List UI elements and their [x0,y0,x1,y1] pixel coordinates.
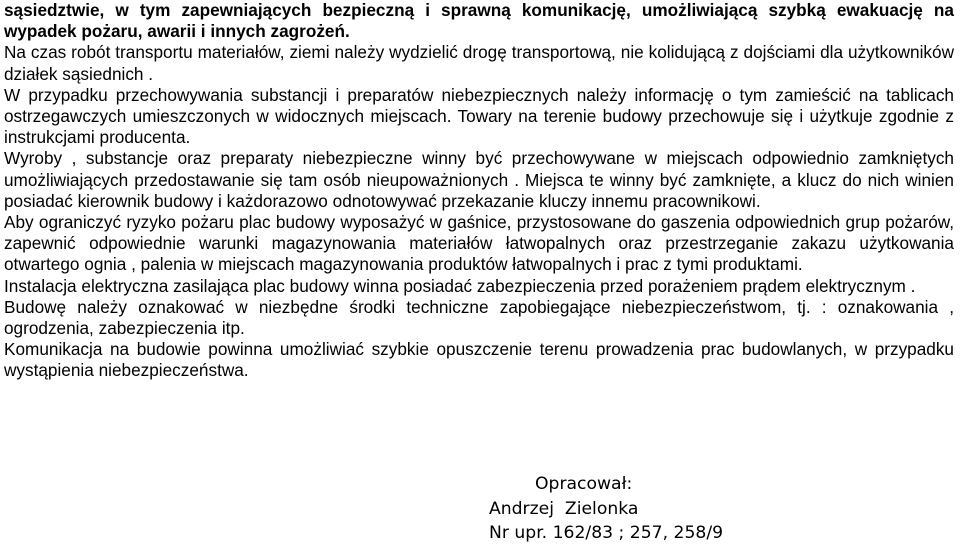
paragraph-fire-risk: Aby ograniczyć ryzyko pożaru plac budowy wyposażyć w gaśnice, przystosowane do gaszenia odpowiednich grup pożarów, zapewnić odpowiednie warunki magazynowania materiałów łatwopalnych oraz przestrzeganie zakazu użytkowania otwartego ognia , palenia w miejscach magazynowania produktów łatwopalnych i prac z tymi produktami. [4,212,954,275]
paragraph-storage: Wyroby , substancje oraz preparaty niebezpieczne winny być przechowywane w miejscach odpowiednio zamkniętych umożliwiających przedostawanie się tam osób nieupoważnionych . Miejsca te winny być zamknięte, a klucz do nich winien posiadać kierownik budowy i każdorazowo odnotowywać przekazanie kluczy innemu pracownikowi. [4,148,954,211]
paragraph-electrical: Instalacja elektryczna zasilająca plac budowy winna posiadać zabezpieczenia przed porażeniem prądem elektrycznym . [4,275,916,296]
signature-block [489,472,723,546]
paragraph-hazardous-substances: W przypadku przechowywania substancji i preparatów niebezpiecznych należy informację o tym zamieścić na tablicach ostrzegawczych umieszczonych w widocznych miejscach. Towary na terenie budowy przechowuje się i użytkuje zgodnie z instrukcjami producenta. [4,84,954,148]
license-number: Nr upr. 162/83 ; 257, 258/9 [489,523,724,543]
paragraph-signage: Budowę należy oznakować w niezbędne środki techniczne zapobiegające niebezpieczeństwom, tj. : oznakowania , ogrodzenia, zabezpieczenia itp. [4,296,954,339]
author-name: Andrzej Zielonka [489,498,639,519]
paragraph-evacuation: sąsiedztwie, w tym zapewniających bezpieczną i sprawną komunikację, umożliwiającą szybką ewakuację na wypadek pożaru, awarii i innych zagrożeń. [4,0,954,42]
paragraph-communication: Komunikacja na budowie powinna umożliwiać szybkie opuszczenie terenu prowadzenia prac budowlanych, w przypadku wystąpienia niebezpieczeństwa. [4,339,954,381]
document-body [4,0,954,382]
prepared-by-label: Opracował: [535,474,633,494]
paragraph-transport-road: Na czas robót transportu materiałów, ziemi należy wydzielić drogę transportową, nie kolidującą z dojściami dla użytkowników działek sąsiednich . [4,42,954,84]
